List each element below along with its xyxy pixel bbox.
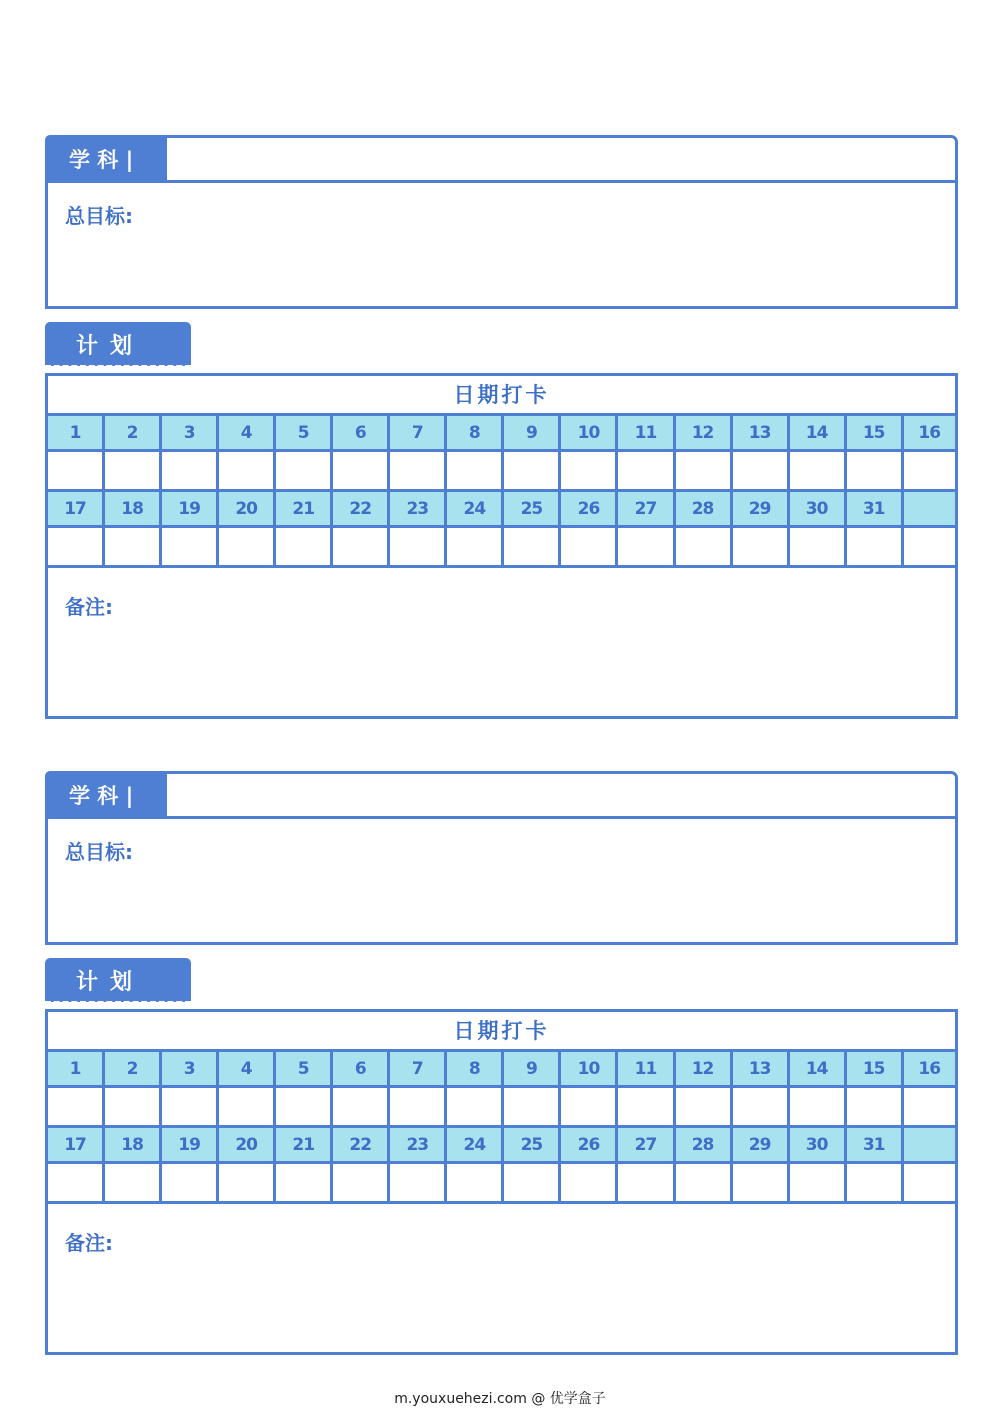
checkin-cell [102,449,159,489]
checkin-cell [844,1085,901,1125]
checkin-cell [273,525,330,565]
day-number-cell: 26 [558,1125,615,1161]
checkin-cell [216,449,273,489]
subject-divider [45,816,958,819]
checkin-title: 日期打卡 [453,1019,550,1043]
day-number-cell: 20 [216,1125,273,1161]
checkin-cell [615,1085,672,1125]
day-number-cell: 7 [387,413,444,449]
day-number-cell: 31 [844,489,901,525]
day-number-cell: 8 [444,413,501,449]
day-number-cell: 27 [615,489,672,525]
day-number-cell: 11 [615,413,672,449]
checkin-row-2 [45,525,958,565]
goal-label: 总目标: [65,204,133,228]
day-number-cell: 17 [45,489,102,525]
grid-bottom-line [45,565,958,568]
day-number-cell: 2 [102,1049,159,1085]
day-number-cell: 12 [673,413,730,449]
day-number-cell: 18 [102,489,159,525]
grid-bottom-line [45,1201,958,1204]
day-number-cell: 21 [273,489,330,525]
checkin-cell [730,1085,787,1125]
day-number-cell: 13 [730,413,787,449]
day-number-cell: 2 [102,413,159,449]
checkin-grid [45,413,958,568]
checkin-cell [159,1085,216,1125]
checkin-cell [901,1085,958,1125]
checkin-cell [673,449,730,489]
day-number-cell: 30 [787,489,844,525]
checkin-cell [558,449,615,489]
checkin-cell [501,1161,558,1201]
checkin-cell [901,525,958,565]
day-number-cell: 22 [330,1125,387,1161]
day-number-cell: 3 [159,413,216,449]
day-number-cell: 5 [273,413,330,449]
day-number-cell: 30 [787,1125,844,1161]
day-number-cell: 1 [45,413,102,449]
day-number-cell: 11 [615,1049,672,1085]
day-number-cell: 24 [444,489,501,525]
day-number-row-1 [45,413,958,449]
checkin-cell [558,1085,615,1125]
checkin-cell [673,525,730,565]
checkin-cell [615,449,672,489]
checkin-cell [787,525,844,565]
checkin-title: 日期打卡 [453,383,550,407]
checkin-cell [45,1161,102,1201]
day-number-cell: 25 [501,1125,558,1161]
checkin-cell [730,525,787,565]
plan-label: 计划 [45,322,191,366]
goal-label: 总目标: [65,840,133,864]
day-number-cell: 14 [787,413,844,449]
checkin-cell [216,1161,273,1201]
day-number-cell [901,489,958,525]
day-number-cell: 6 [330,1049,387,1085]
checkin-cell [216,525,273,565]
day-number-cell: 25 [501,489,558,525]
day-number-cell: 15 [844,1049,901,1085]
checkin-cell [673,1085,730,1125]
checkin-cell [273,449,330,489]
checkin-cell [102,1161,159,1201]
plan-label: 计划 [45,958,191,1002]
plan-tab-dashed-line [45,1001,191,1004]
checkin-cell [330,1161,387,1201]
checkin-cell [444,1085,501,1125]
checkin-cell [501,525,558,565]
day-number-cell: 9 [501,1049,558,1085]
checkin-cell [787,1161,844,1201]
day-number-cell: 27 [615,1125,672,1161]
day-number-row-2 [45,489,958,525]
day-number-cell: 22 [330,489,387,525]
day-number-cell: 29 [730,1125,787,1161]
checkin-cell [558,525,615,565]
day-number-cell: 5 [273,1049,330,1085]
day-number-cell: 26 [558,489,615,525]
day-number-cell: 19 [159,1125,216,1161]
checkin-cell [844,1161,901,1201]
checkin-cell [273,1085,330,1125]
checkin-cell [102,1085,159,1125]
day-number-cell: 16 [901,1049,958,1085]
subject-label: 学 科 | [45,135,167,183]
checkin-row-1 [45,1085,958,1125]
subject-label: 学 科 | [45,771,167,819]
checkin-cell [444,1161,501,1201]
day-number-row-2 [45,1125,958,1161]
day-number-cell: 4 [216,1049,273,1085]
day-number-cell [901,1125,958,1161]
checkin-cell [501,1085,558,1125]
checkin-cell [673,1161,730,1201]
day-number-cell: 13 [730,1049,787,1085]
day-number-cell: 28 [673,489,730,525]
plan-tab-dashed-line [45,365,191,368]
day-number-cell: 10 [558,1049,615,1085]
checkin-cell [45,449,102,489]
day-number-cell: 31 [844,1125,901,1161]
day-number-cell: 16 [901,413,958,449]
day-number-cell: 3 [159,1049,216,1085]
day-number-cell: 29 [730,489,787,525]
checkin-cell [387,1085,444,1125]
checkin-cell [615,1161,672,1201]
checkin-cell [330,449,387,489]
day-number-cell: 6 [330,413,387,449]
checkin-cell [45,525,102,565]
day-number-cell: 1 [45,1049,102,1085]
day-number-cell: 23 [387,1125,444,1161]
day-number-cell: 24 [444,1125,501,1161]
checkin-cell [159,1161,216,1201]
checkin-cell [330,1085,387,1125]
checkin-cell [159,525,216,565]
day-number-cell: 10 [558,413,615,449]
day-number-cell: 28 [673,1125,730,1161]
day-number-cell: 7 [387,1049,444,1085]
day-number-cell: 12 [673,1049,730,1085]
day-number-cell: 18 [102,1125,159,1161]
footer-watermark: m.youxuehezi.com @ 优学盒子 [394,1391,606,1407]
day-number-cell: 20 [216,489,273,525]
day-number-cell: 8 [444,1049,501,1085]
subject-box [45,135,958,309]
checkin-row-1 [45,449,958,489]
checkin-cell [901,449,958,489]
day-number-cell: 17 [45,1125,102,1161]
checkin-cell [558,1161,615,1201]
checkin-cell [216,1085,273,1125]
checkin-cell [102,525,159,565]
checkin-cell [787,1085,844,1125]
notes-label: 备注: [65,1231,113,1255]
checkin-row-2 [45,1161,958,1201]
subject-box [45,771,958,945]
checkin-cell [730,1161,787,1201]
checkin-cell [45,1085,102,1125]
checkin-cell [730,449,787,489]
notes-label: 备注: [65,595,113,619]
day-number-cell: 19 [159,489,216,525]
checkin-cell [615,525,672,565]
checkin-cell [501,449,558,489]
day-number-row-1 [45,1049,958,1085]
checkin-cell [844,449,901,489]
checkin-cell [330,525,387,565]
checkin-cell [387,525,444,565]
checkin-cell [444,449,501,489]
checkin-cell [787,449,844,489]
checkin-grid [45,1049,958,1204]
checkin-cell [387,1161,444,1201]
checkin-cell [273,1161,330,1201]
day-number-cell: 23 [387,489,444,525]
day-number-cell: 4 [216,413,273,449]
day-number-cell: 21 [273,1125,330,1161]
checkin-cell [159,449,216,489]
checkin-cell [444,525,501,565]
day-number-cell: 15 [844,413,901,449]
checkin-cell [844,525,901,565]
checkin-cell [387,449,444,489]
day-number-cell: 9 [501,413,558,449]
checkin-cell [901,1161,958,1201]
day-number-cell: 14 [787,1049,844,1085]
subject-divider [45,180,958,183]
